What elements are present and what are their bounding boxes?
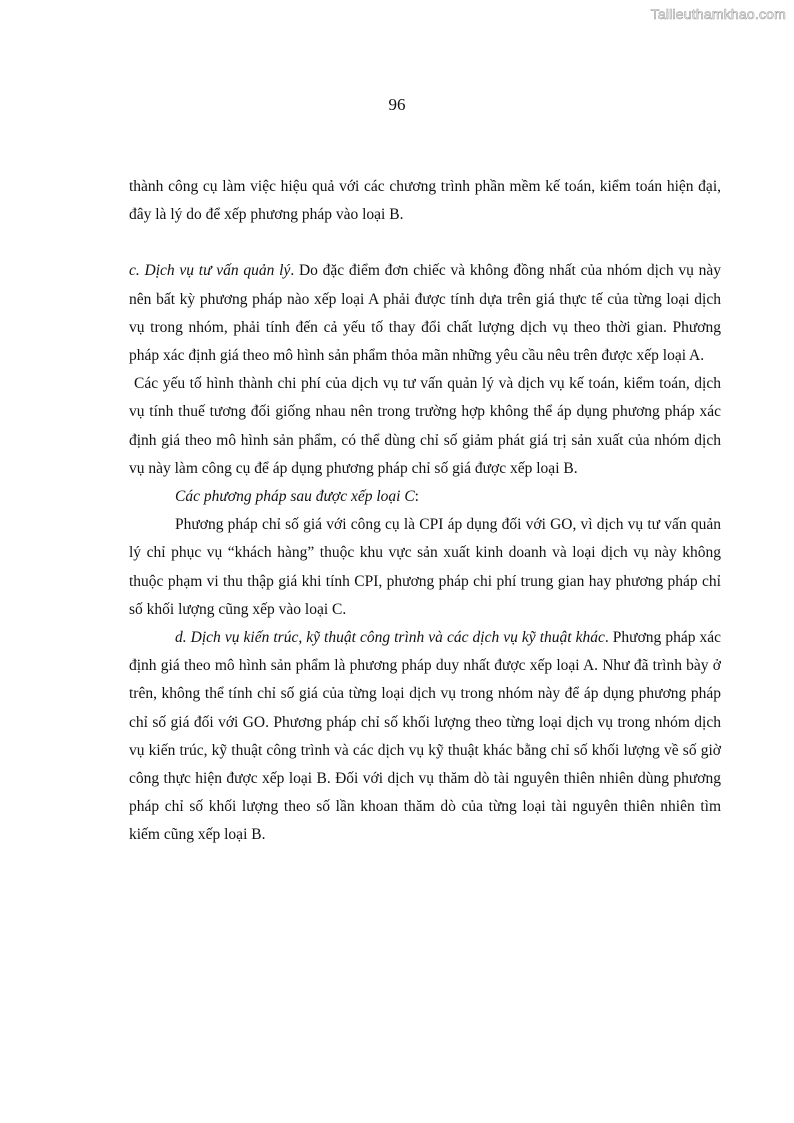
paragraph-type-c-heading [129,483,721,511]
page-number: 96 [388,95,406,114]
watermark: Tailieuthamkhao.com [650,6,786,22]
paragraph-text: . Do đặc điểm đơn chiếc và không đồng nhất của nhóm dịch vụ này nên bất kỳ phương pháp nào xếp loại A phải được tính dựa trên giá thực tế của từng loại dịch vụ trong nhóm, phải tính đến cả yếu tố thay đổi chất lượng dịch vụ theo thời gian. Phương pháp xác định giá theo mô hình sản phẩm thỏa mãn những yêu cầu nêu trên được xếp loại A. [129,262,721,365]
paragraph-management-consulting [129,257,721,370]
section-heading-architecture: d. Dịch vụ kiến trúc, kỹ thuật công trình và các dịch vụ kỹ thuật khác [175,629,605,647]
page-body [129,173,721,850]
section-heading-management-consulting: c. Dịch vụ tư vấn quản lý [129,262,291,280]
paragraph-text: . Phương pháp xác định giá theo mô hình sản phẩm là phương pháp duy nhất được xếp loại A. Như đã trình bày ở trên, không thể tính chỉ số giá của từng loại dịch vụ trong nhóm này để áp dụng phương pháp chỉ số giá đối với GO. Phương pháp chỉ số khối lượng theo từng loại dịch vụ trong nhóm dịch vụ kiến trúc, kỹ thuật công trình và các dịch vụ kỹ thuật khác bằng chỉ số khối lượng về số giờ công thực hiện được xếp loại B. Đối với dịch vụ thăm dò tài nguyên thiên nhiên dùng phương pháp chỉ số khối lượng theo số lần khoan thăm dò của từng loại tài nguyên thiên nhiên tìm kiếm cũng xếp loại B. [129,629,721,844]
paragraph-cost-factors: Các yếu tố hình thành chi phí của dịch vụ tư vấn quản lý và dịch vụ kế toán, kiểm toán, dịch vụ tính thuế tương đối giống nhau nên trong trường hợp không thể áp dụng phương pháp xác định giá theo mô hình sản phẩm, có thể dùng chỉ số giảm phát giá trị sản xuất của nhóm dịch vụ này làm công cụ để áp dụng phương pháp chỉ số giá được xếp loại B. [129,375,721,477]
type-c-label: Các phương pháp sau được xếp loại C [175,488,415,506]
paragraph-cpi-method: Phương pháp chỉ số giá với công cụ là CPI áp dụng đối với GO, vì dịch vụ tư vấn quản lý chỉ phục vụ “khách hàng” thuộc khu vực sản xuất kinh doanh và loại dịch vụ này không thuộc phạm vi thu thập giá khi tính CPI, phương pháp chi phí trung gian hay phương pháp chỉ số khối lượng cũng xếp vào loại C. [129,516,721,618]
type-c-colon: : [414,488,419,506]
paragraph-architecture-services [129,624,721,850]
paragraph-continuation: thành công cụ làm việc hiệu quả với các chương trình phần mềm kế toán, kiểm toán hiện đại, đây là lý do để xếp phương pháp vào loại B. [129,178,721,224]
